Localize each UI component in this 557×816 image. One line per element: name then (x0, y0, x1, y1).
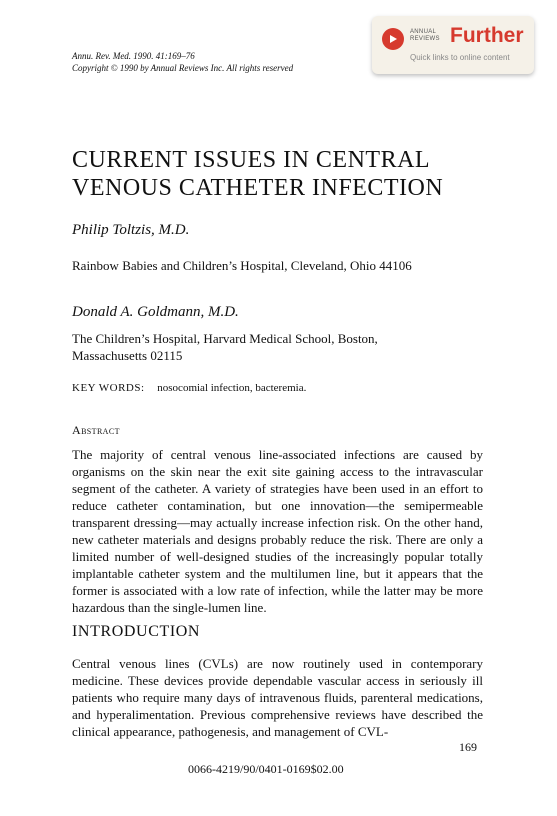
page-number: 169 (459, 740, 477, 754)
keywords-line (72, 382, 306, 394)
introduction-heading: INTRODUCTION (72, 623, 201, 640)
play-arrow-icon (382, 28, 404, 50)
journal-citation: Annu. Rev. Med. 1990. 41:169–76 (72, 51, 195, 61)
copyright-line: Copyright © 1990 by Annual Reviews Inc. All rights reserved (72, 63, 294, 73)
keywords-label: KEY WORDS: (72, 382, 145, 394)
badge-title: Further (450, 24, 524, 47)
article-title-line2: VENOUS CATHETER INFECTION (72, 175, 444, 201)
affiliation-2: The Children’s Hospital, Harvard Medical School, Boston, Massachusetts 02115 (72, 331, 378, 363)
author-2: Donald A. Goldmann, M.D. (72, 304, 239, 320)
badge-subtitle: Quick links to online content (410, 53, 510, 62)
article-code: 0066-4219/90/0401-0169$02.00 (188, 762, 344, 776)
badge-publisher-name: ANNUAL REVIEWS (410, 29, 440, 42)
further-links-badge[interactable] (372, 16, 534, 74)
author-1: Philip Toltzis, M.D. (72, 222, 190, 238)
keywords-text: nosocomial infection, bacteremia. (157, 382, 307, 394)
introduction-text: Central venous lines (CVLs) are now routinely used in contemporary medicine. These devices provide dependable vascular access in seriously ill patients who require many days of intravenous fluids, parenteral medications, and hyperalimentation. Previous comprehensive reviews have described the clinical appearance, pathogenesis, and management of CVL- (72, 656, 483, 739)
affiliation-1: Rainbow Babies and Children’s Hospital, Cleveland, Ohio 44106 (72, 258, 412, 273)
article-title (72, 146, 512, 202)
abstract-heading: Abstract (72, 423, 120, 437)
article-title-line1: CURRENT ISSUES IN CENTRAL (72, 147, 431, 173)
journal-citation-block (72, 50, 293, 74)
abstract-text: The majority of central venous line-associated infections are caused by organisms on the skin near the exit site gaining access to the intravascular segment of the catheter. A variety of strategies have been used in an effort to reduce catheter contamination, but one innovation—the semipermeable transparent dressing—may actually increase infection risk. On the other hand, new catheter materials and designs probably reduce the risk. There are only a limited number of well-designed studies of the increasingly popular totally implantable catheter system and the multilumen line, but it appears that the former is associated with a low rate of infection, while the latter may be more hazardous than the single-lumen line. (72, 447, 483, 615)
